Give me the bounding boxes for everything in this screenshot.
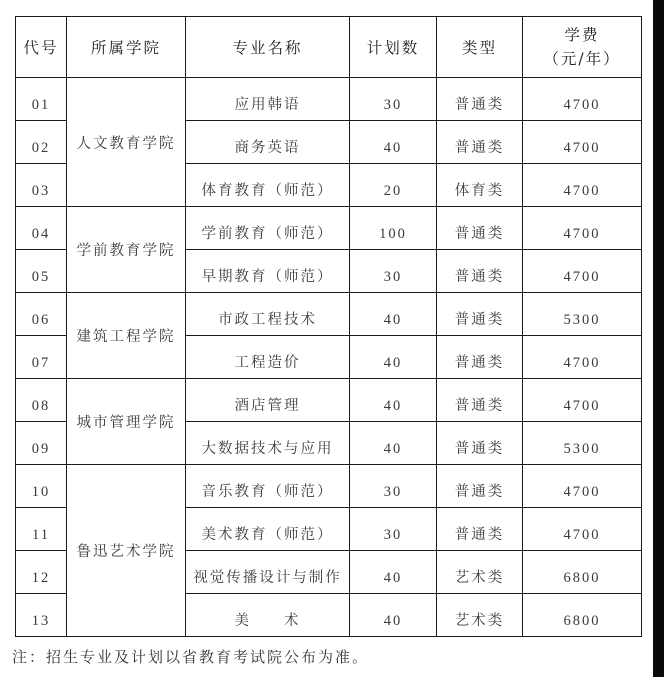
enrollment-table (15, 16, 642, 637)
cell-type: 普通类 (437, 465, 523, 508)
cell-college: 建筑工程学院 (67, 293, 186, 379)
cell-college: 鲁迅艺术学院 (67, 465, 186, 637)
cell-type: 普通类 (437, 508, 523, 551)
cell-major: 酒店管理 (186, 379, 350, 422)
cell-code: 06 (16, 293, 67, 336)
cell-type: 普通类 (437, 293, 523, 336)
header-type: 类型 (437, 17, 523, 78)
cell-type: 普通类 (437, 207, 523, 250)
cell-college: 城市管理学院 (67, 379, 186, 465)
table-row (16, 465, 642, 508)
cell-major: 工程造价 (186, 336, 350, 379)
cell-code: 05 (16, 250, 67, 293)
cell-plan: 40 (350, 422, 437, 465)
cell-fee: 4700 (523, 78, 642, 121)
header-major: 专业名称 (186, 17, 350, 78)
cell-type: 普通类 (437, 379, 523, 422)
cell-plan: 40 (350, 594, 437, 637)
cell-fee: 4700 (523, 250, 642, 293)
cell-major: 音乐教育（师范） (186, 465, 350, 508)
cell-plan: 40 (350, 336, 437, 379)
cell-major: 美术教育（师范） (186, 508, 350, 551)
header-fee-line1: 学费 (564, 26, 600, 44)
cell-major: 商务英语 (186, 121, 350, 164)
cell-plan: 30 (350, 465, 437, 508)
cell-type: 艺术类 (437, 594, 523, 637)
cell-code: 10 (16, 465, 67, 508)
cell-plan: 20 (350, 164, 437, 207)
cell-plan: 30 (350, 78, 437, 121)
cell-fee: 4700 (523, 379, 642, 422)
table-row (16, 293, 642, 336)
cell-major: 市政工程技术 (186, 293, 350, 336)
cell-fee: 6800 (523, 594, 642, 637)
cell-code: 13 (16, 594, 67, 637)
footnote: 注：招生专业及计划以省教育考试院公布为准。 (12, 648, 370, 666)
cell-college: 人文教育学院 (67, 78, 186, 207)
cell-fee: 5300 (523, 293, 642, 336)
cell-code: 12 (16, 551, 67, 594)
cell-plan: 40 (350, 379, 437, 422)
right-edge-bar (653, 0, 664, 677)
cell-major: 大数据技术与应用 (186, 422, 350, 465)
cell-major: 应用韩语 (186, 78, 350, 121)
cell-code: 04 (16, 207, 67, 250)
cell-major: 体育教育（师范） (186, 164, 350, 207)
cell-plan: 100 (350, 207, 437, 250)
cell-major: 学前教育（师范） (186, 207, 350, 250)
cell-fee: 4700 (523, 508, 642, 551)
cell-code: 03 (16, 164, 67, 207)
cell-plan: 30 (350, 508, 437, 551)
cell-fee: 4700 (523, 164, 642, 207)
header-fee (523, 17, 642, 78)
cell-plan: 40 (350, 121, 437, 164)
cell-plan: 40 (350, 551, 437, 594)
cell-code: 09 (16, 422, 67, 465)
header-row (16, 17, 642, 78)
cell-code: 07 (16, 336, 67, 379)
table-row (16, 78, 642, 121)
header-college: 所属学院 (67, 17, 186, 78)
cell-major: 美 术 (186, 594, 350, 637)
cell-major: 视觉传播设计与制作 (186, 551, 350, 594)
cell-fee: 4700 (523, 207, 642, 250)
cell-code: 11 (16, 508, 67, 551)
cell-fee: 6800 (523, 551, 642, 594)
cell-code: 01 (16, 78, 67, 121)
cell-fee: 4700 (523, 465, 642, 508)
cell-type: 普通类 (437, 121, 523, 164)
cell-college: 学前教育学院 (67, 207, 186, 293)
cell-code: 02 (16, 121, 67, 164)
cell-type: 普通类 (437, 336, 523, 379)
cell-type: 普通类 (437, 78, 523, 121)
header-plan: 计划数 (350, 17, 437, 78)
table-row (16, 379, 642, 422)
cell-fee: 5300 (523, 422, 642, 465)
header-fee-line2: （元/年） (543, 50, 621, 68)
cell-type: 普通类 (437, 250, 523, 293)
cell-type: 艺术类 (437, 551, 523, 594)
cell-plan: 40 (350, 293, 437, 336)
cell-fee: 4700 (523, 336, 642, 379)
cell-fee: 4700 (523, 121, 642, 164)
cell-plan: 30 (350, 250, 437, 293)
cell-major: 早期教育（师范） (186, 250, 350, 293)
header-code: 代号 (16, 17, 67, 78)
cell-type: 体育类 (437, 164, 523, 207)
table-row (16, 207, 642, 250)
cell-code: 08 (16, 379, 67, 422)
cell-type: 普通类 (437, 422, 523, 465)
